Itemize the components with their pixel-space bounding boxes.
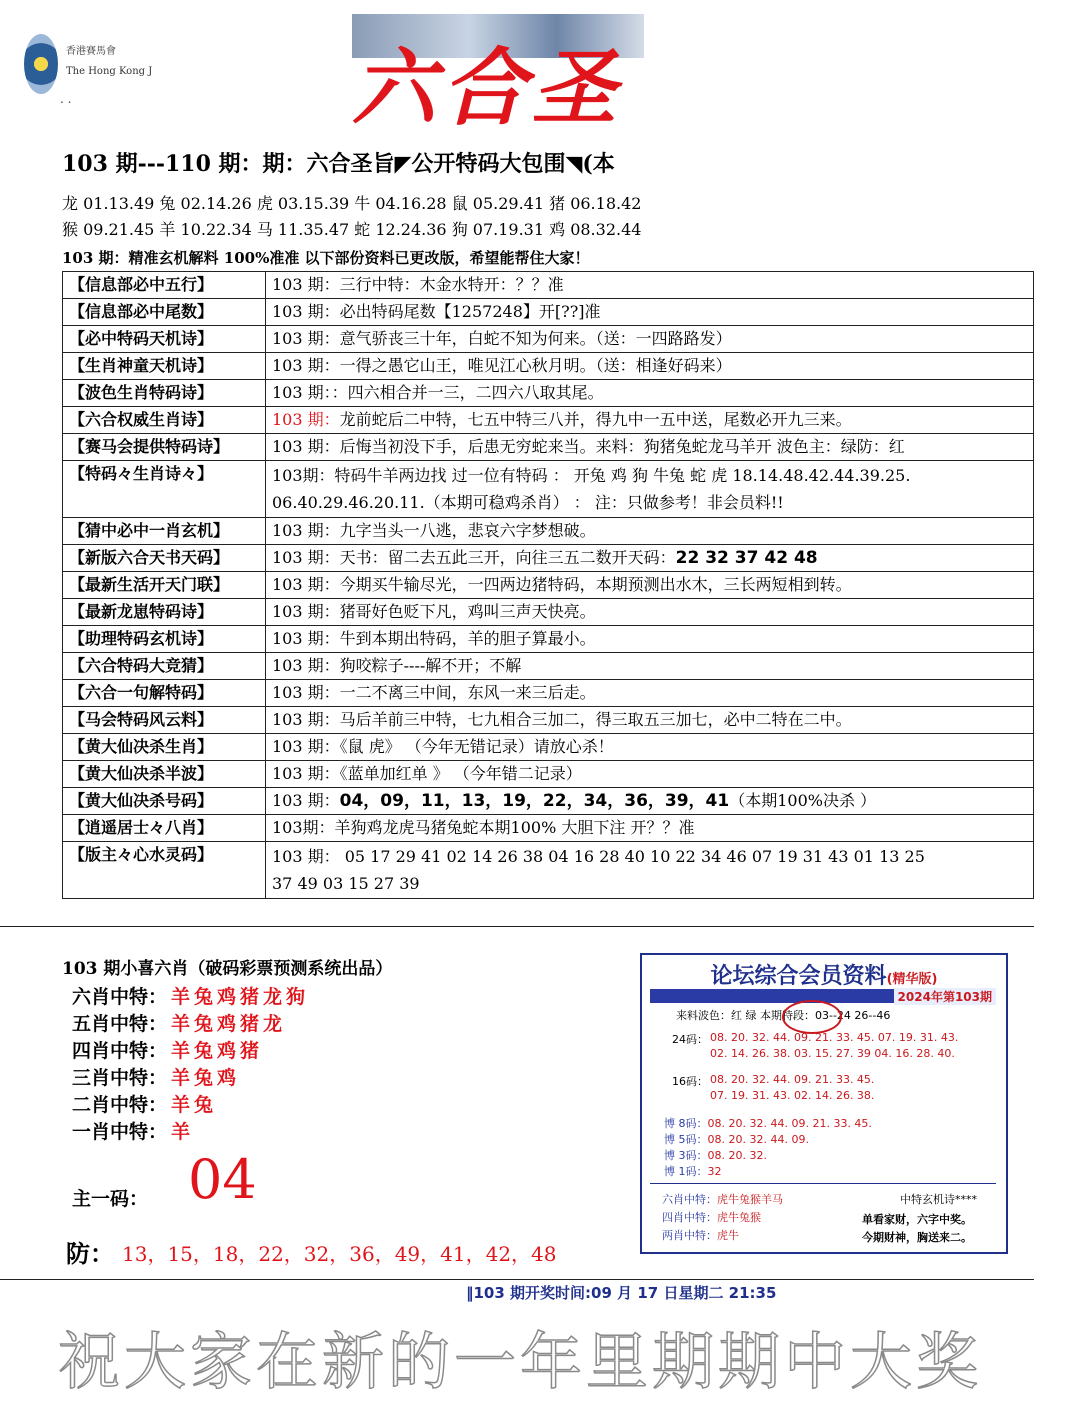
row-label: 【黄大仙决杀生肖】 — [63, 734, 266, 761]
row-label: 【必中特码天机诗】 — [63, 326, 266, 353]
table-row — [63, 734, 1034, 761]
table-row — [63, 353, 1034, 380]
panel-four — [662, 1209, 761, 1225]
table-row — [63, 380, 1034, 407]
table-row — [63, 761, 1034, 788]
row-value-text: 103 期： — [272, 791, 340, 810]
row-label: 【六合一句解特码】 — [63, 680, 266, 707]
table-row — [63, 680, 1034, 707]
panel-bo3-text: 08. 20. 32. — [707, 1149, 767, 1162]
table-row — [63, 842, 1034, 899]
hkjc-logo — [24, 34, 58, 94]
row-value: 103 期：一二不离三中间，东风一来三后走。 — [266, 680, 1034, 707]
main-code-label: 主一码： — [72, 1188, 149, 1210]
row-label: 【新版六合天书天码】 — [63, 545, 266, 572]
logo-dots: . . — [60, 92, 72, 106]
panel-four-text: 虎牛兔猴 — [717, 1211, 761, 1224]
table-row — [63, 626, 1034, 653]
zodiac-line-2: 猴 09.21.45 羊 10.22.34 马 11.35.47 蛇 12.24.36 狗 07.19.31 鸡 08.32.44 — [62, 220, 642, 239]
panel-poem-2: 今期财神，胸送来二。 — [862, 1231, 972, 1244]
row-prefix-red: 103 期： — [272, 410, 340, 429]
table-row — [63, 572, 1034, 599]
prediction-label: 六肖中特： — [72, 986, 168, 1008]
row-value — [266, 842, 1034, 899]
row-value: 103 期：牛到本期出特码，羊的胆子算最小。 — [266, 626, 1034, 653]
row-value: 103 期：必出特码尾数【1257248】开[??]准 — [266, 299, 1034, 326]
row-label: 【最新龙崽特码诗】 — [63, 599, 266, 626]
panel-16-a-text: 08. 20. 32. 44. 09. 21. 33. 45. — [710, 1073, 875, 1086]
prediction-label: 四肖中特： — [72, 1040, 168, 1062]
prediction-label: 一肖中特： — [72, 1121, 168, 1143]
prediction-value: 羊兔鸡猪龙 — [171, 1013, 287, 1035]
intro-line: 103 期：精准玄机解料 100%准准 以下部份资料已更改版，希望能帮住大家！ — [62, 249, 590, 267]
panel-two — [662, 1227, 739, 1243]
panel-bo1-text: 32 — [707, 1165, 722, 1178]
panel-bo8 — [664, 1115, 872, 1131]
panel-24-a-text: 08. 20. 32. 44. 09. 21. 33. 45. 07. 19. 31. 43. — [710, 1031, 959, 1044]
row-label: 【助理特码玄机诗】 — [63, 626, 266, 653]
row-label: 【信息部必中五行】 — [63, 272, 266, 299]
row-label: 【逍遥居士々八肖】 — [63, 815, 266, 842]
row-value: 103 期：后悔当初没下手，后患无穷蛇来当。来料：狗猪兔蛇龙马羊开 波色主：绿防：红 — [266, 434, 1034, 461]
panel-two-text: 虎牛 — [717, 1229, 739, 1242]
row-value-line-1: 103期：特码牛羊两边找 过一位有特码 ： 开兔 鸡 狗 牛兔 蛇 虎 18.14.48.42.44.39.25. — [272, 466, 911, 485]
panel-poem-title: 中特玄机诗**** — [900, 1193, 977, 1206]
predictions-title: 103 期小喜六肖（破码彩票预测系统出品） — [62, 959, 393, 979]
prediction-three — [72, 1063, 240, 1090]
panel-title-text: 论坛综合会员资料 — [710, 964, 887, 989]
row-label: 【六合特码大竞猜】 — [63, 653, 266, 680]
table-row — [63, 545, 1034, 572]
prediction-label: 二肖中特： — [72, 1094, 168, 1116]
row-label: 【最新生活开天门联】 — [63, 572, 266, 599]
page-heading: 103 期---110 期：期：六合圣旨◤公开特码大包围◥(本 — [62, 151, 615, 177]
zodiac-line-1: 龙 01.13.49 兔 02.14.26 虎 03.15.39 牛 04.16.28 鼠 05.29.41 猪 06.18.42 — [62, 194, 642, 213]
row-value: 103 期：意气骄丧三十年，白蛇不知为何来。（送：一四路路发） — [266, 326, 1034, 353]
row-value-text: 103 期：天书：留二去五此三开，向往三五二数开天码： — [272, 548, 676, 567]
prediction-six — [72, 982, 309, 1009]
panel-16-a — [710, 1073, 874, 1086]
table-row — [63, 518, 1034, 545]
slogan: 祝大家在新的一年里期期中大奖 — [58, 1325, 983, 1398]
table-row — [63, 653, 1034, 680]
prediction-table — [62, 271, 1034, 899]
row-value — [266, 545, 1034, 572]
row-value: 103 期：猪哥好色贬下凡，鸡叫三声天快亮。 — [266, 599, 1034, 626]
row-value: 103 期：九字当头一八逃，悲哀六字梦想破。 — [266, 518, 1034, 545]
fang-label: 防： — [66, 1239, 114, 1268]
panel-24-b — [710, 1047, 955, 1060]
panel-bo8-label: 博 8码： — [664, 1117, 708, 1130]
row-value — [266, 788, 1034, 815]
table-row — [63, 707, 1034, 734]
row-value-line-2: 06.40.29.46.20.11.（本期可稳鸡杀肖） ： 注：只做参考！非会员料!! — [272, 493, 784, 512]
panel-version: (精华版) — [886, 972, 938, 987]
prediction-value: 羊兔 — [171, 1094, 218, 1116]
panel-six-text: 虎牛兔猴羊马 — [717, 1193, 783, 1206]
row-value — [266, 461, 1034, 518]
prediction-five — [72, 1009, 286, 1036]
panel-bo5-text: 08. 20. 32. 44. 09. — [707, 1133, 809, 1146]
panel-16-label: 16码： — [672, 1075, 708, 1088]
row-label: 【黄大仙决杀号码】 — [63, 788, 266, 815]
row-value: 103 期：今期买牛输尽光，一四两边猪特码，本期预测出水木，三长两短相到转。 — [266, 572, 1034, 599]
table-row — [63, 299, 1034, 326]
row-value: 103 期：一得之愚它山王，唯见江心秋月明。（送：相逢好码来） — [266, 353, 1034, 380]
panel-four-label: 四肖中特： — [662, 1211, 717, 1224]
row-value: 103 期：狗咬粽子----解不开；不解 — [266, 653, 1034, 680]
panel-bo1 — [664, 1163, 722, 1179]
row-value-line-1: 103 期： 05 17 29 41 02 14 26 38 04 16 28 40 10 22 34 46 07 19 31 43 01 13 25 — [272, 847, 925, 866]
panel-bo5 — [664, 1131, 809, 1147]
panel-color-line: 来料波色：红 绿 本期特段：03--24 26--46 — [676, 1009, 891, 1022]
row-suffix: （本期100%决杀 ） — [729, 791, 877, 810]
row-value: 103 期：《鼠 虎》 （今年无错记录）请放心杀！ — [266, 734, 1034, 761]
panel-bo3 — [664, 1147, 767, 1163]
panel-24-label: 24码： — [672, 1033, 708, 1046]
panel-bo3-label: 博 3码： — [664, 1149, 708, 1162]
table-row — [63, 815, 1034, 842]
row-label: 【生肖神童天机诗】 — [63, 353, 266, 380]
panel-24-a — [710, 1031, 958, 1044]
row-value: 103 期：马后羊前三中特，七九相合三加二，得三取五三加七，必中二特在二中。 — [266, 707, 1034, 734]
row-value: 103 期：：四六相合并一三，二四六八取其尾。 — [266, 380, 1034, 407]
panel-six-label: 六肖中特： — [662, 1193, 717, 1206]
row-label: 【六合权威生肖诗】 — [63, 407, 266, 434]
panel-24-b-text: 02. 14. 26. 38. 03. 15. 27. 39 04. 16. 28. 40. — [710, 1047, 955, 1060]
table-row — [63, 407, 1034, 434]
table-row — [63, 272, 1034, 299]
table-row — [63, 788, 1034, 815]
row-label: 【版主々心水灵码】 — [63, 842, 266, 899]
table-row — [63, 434, 1034, 461]
row-label: 【马会特码风云料】 — [63, 707, 266, 734]
panel-poem-1: 单看家财，六字中奖。 — [862, 1213, 972, 1226]
logo-en-text: The Hong Kong J — [66, 66, 153, 77]
logo-cn-text: 香港賽馬會 — [66, 46, 116, 57]
row-value — [266, 407, 1034, 434]
table-row — [63, 326, 1034, 353]
panel-title — [642, 959, 1006, 990]
kill-numbers: 04，09，11，13，19，22，34，36，39，41 — [339, 791, 730, 811]
row-value: 103 期：《蓝单加红单 》 （今年错二记录） — [266, 761, 1034, 788]
row-label: 【猜中必中一肖玄机】 — [63, 518, 266, 545]
row-value-text: 龙前蛇后二中特，七五中特三八并，得九中一五中送，尾数必开九三来。 — [339, 410, 852, 429]
table-row — [63, 599, 1034, 626]
prediction-label: 三肖中特： — [72, 1067, 168, 1089]
panel-bo1-label: 博 1码： — [664, 1165, 708, 1178]
fang-numbers: 13，15，18，22，32，36，49，41，42，48 — [122, 1242, 557, 1266]
prediction-one — [72, 1117, 194, 1144]
prediction-value: 羊兔鸡猪 — [171, 1040, 264, 1062]
banner-title: 六合圣 — [352, 40, 623, 136]
row-label: 【信息部必中尾数】 — [63, 299, 266, 326]
tianma-numbers: 22 32 37 42 48 — [675, 548, 818, 568]
row-value: 103 期：三行中特：木金水特开：？？准 — [266, 272, 1034, 299]
row-value-line-2: 37 49 03 15 27 39 — [272, 874, 420, 893]
panel-two-label: 两肖中特： — [662, 1229, 717, 1242]
prediction-two — [72, 1090, 217, 1117]
panel-16-b-text: 07. 19. 31. 43. 02. 14. 26. 38. — [710, 1089, 875, 1102]
panel-six — [662, 1191, 783, 1207]
main-code: 04 — [188, 1148, 257, 1211]
row-label: 【波色生肖特码诗】 — [63, 380, 266, 407]
panel-issue: 2024年第103期 — [894, 988, 996, 1005]
prediction-value: 羊 — [171, 1121, 195, 1143]
row-value: 103期：羊狗鸡龙虎马猪兔蛇本期100% 大胆下注 开？？准 — [266, 815, 1034, 842]
table-row — [63, 461, 1034, 518]
row-label: 【赛马会提供特码诗】 — [63, 434, 266, 461]
row-label: 【黄大仙决杀半波】 — [63, 761, 266, 788]
prediction-four — [72, 1036, 263, 1063]
prediction-label: 五肖中特： — [72, 1013, 168, 1035]
panel-bo8-text: 08. 20. 32. 44. 09. 21. 33. 45. — [707, 1117, 872, 1130]
highlight-circle — [782, 1000, 842, 1034]
panel-divider — [650, 1183, 996, 1184]
panel-16-b — [710, 1089, 874, 1102]
member-data-panel — [640, 953, 1008, 1254]
row-label: 【特码々生肖诗々】 — [63, 461, 266, 518]
panel-bo5-label: 博 5码： — [664, 1133, 708, 1146]
prediction-value: 羊兔鸡猪龙狗 — [171, 986, 310, 1008]
draw-time: ‖103 期开奖时间:09 月 17 日星期二 21:35 — [466, 1284, 777, 1302]
prediction-value: 羊兔鸡 — [171, 1067, 241, 1089]
